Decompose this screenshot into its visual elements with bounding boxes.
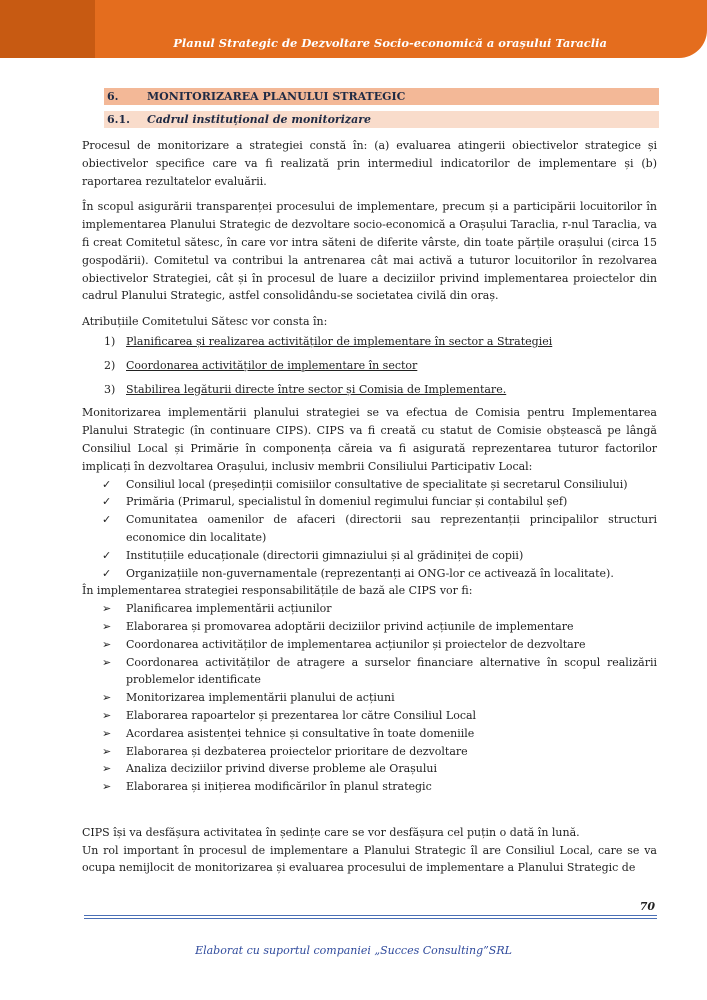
spacer (82, 796, 657, 824)
check-icon: ✓ (102, 566, 112, 580)
list-item: 1) Planificarea și realizarea activităților de implementare în sector a Strategiei (104, 334, 553, 348)
numbered-list (104, 333, 657, 398)
arrow-icon: ➢ (102, 726, 112, 740)
page-number: 70 (639, 900, 655, 913)
list-item: ➢ Elaborarea și dezbaterea proiectelor prioritare de dezvoltare (102, 743, 657, 761)
list-item: ➢ Elaborarea și inițierea modificărilor în planul strategic (102, 778, 657, 796)
footer-divider (84, 915, 657, 919)
list-item: ➢ Planificarea implementării acțiunilor (102, 600, 657, 618)
paragraph-4: Monitorizarea implementării planului strategiei se va efectua de Comisia pentru Implementarea Planului Strategic (în continuare CIPS). CIPS va fi creată cu statut de Comisie obștească pe lângă Consiliul Local și Primărie în componența căreia va fi asigurată reprezentarea tuturor factorilor implicați în dezvoltarea Orașului, inclusiv membrii Consiliului Participativ Local: (82, 406, 657, 473)
paragraph-3: Atribuțiile Comitetului Sătesc vor consta în: (82, 315, 328, 329)
arrow-icon: ➢ (102, 762, 112, 776)
list-item: ✓ Instituțiile educaționale (directorii gimnaziului și al grădiniței de copii) (102, 547, 657, 565)
list-item: ➢ Elaborarea și promovarea adoptării deciziilor privind acțiunile de implementare (102, 618, 657, 636)
list-item: ➢ Analiza deciziilor privind diverse probleme ale Orașului (102, 760, 657, 778)
arrow-list (102, 600, 657, 796)
section-number: 6. (107, 90, 119, 103)
arrow-icon: ➢ (102, 619, 112, 633)
check-icon: ✓ (102, 513, 112, 527)
paragraph-2: În scopul asigurării transparenței procesului de implementare, precum și a participării locuitorilor în implementarea Planului Strategic de dezvoltare socio-economică a Orașului Taraclia, r-nul Taraclia, va fi creat Comitetul sătesc, în care vor intra săteni de diferite vârste, din toate părțile orașului (circa 15 gospodării). Comitetul va contribui la antrenarea cât mai activă a tuturor locuitorilor în rezolvarea obiectivelor Strategiei, cât și în procesul de luare a deciziilor privind implementarea proiectelor din cadrul Planului Strategic, astfel consolidându-se societatea civilă din oraș. (82, 200, 657, 303)
section-title: MONITORIZAREA PLANULUI STRATEGIC (147, 90, 406, 103)
check-icon: ✓ (102, 548, 112, 562)
header-title: Planul Strategic de Dezvoltare Socio-economică a orașului Taraclia (173, 36, 607, 50)
list-item: ✓ Comunitatea oamenilor de afaceri (directorii sau reprezentanții principalilor structuri economice din localitate) (102, 513, 657, 544)
arrow-icon: ➢ (102, 691, 112, 705)
page-body (82, 137, 657, 877)
arrow-icon: ➢ (102, 637, 112, 651)
arrow-icon: ➢ (102, 744, 112, 758)
arrow-icon: ➢ (102, 780, 112, 794)
section-heading (104, 88, 659, 105)
arrow-icon: ➢ (102, 602, 112, 616)
check-icon: ✓ (102, 477, 112, 491)
arrow-icon: ➢ (102, 708, 112, 722)
list-item: ✓ Consiliul local (președinții comisiilor consultative de specialitate și secretarul Consiliului) (102, 476, 657, 494)
list-item: ✓ Organizațiile non-guvernamentale (reprezentanți ai ONG-lor ce activează în localitate). (102, 565, 657, 583)
subsection-heading (104, 111, 659, 128)
subsection-number: 6.1. (107, 113, 130, 126)
check-list (102, 476, 657, 583)
list-item: ➢ Monitorizarea implementării planului de acțiuni (102, 689, 657, 707)
list-item: ✓ Primăria (Primarul, specialistul în domeniul regimului funciar și contabilul șef) (102, 493, 657, 511)
paragraph-5: În implementarea strategiei responsabilitățile de bază ale CIPS vor fi: (82, 584, 473, 598)
check-icon: ✓ (102, 495, 112, 509)
paragraph-1: Procesul de monitorizare a strategiei constă în: (a) evaluarea atingerii obiectivelor strategice și obiectivelor specifice care va fi realizată prin intermediul indicatorilor de implementare și (b) raportarea rezultatelor evaluării. (82, 139, 657, 188)
list-item: ➢ Coordonarea activităților de implementarea acțiunilor și proiectelor de dezvoltare (102, 636, 657, 654)
list-item: ➢ Acordarea asistenței tehnice și consultative în toate domeniile (102, 725, 657, 743)
subsection-title: Cadrul instituțional de monitorizare (147, 113, 372, 126)
list-item: 3) Stabilirea legăturii directe între sector și Comisia de Implementare. (104, 382, 507, 396)
list-item: ➢ Coordonarea activităților de atragere a surselor financiare alternative în scopul realizării problemelor identificate (102, 655, 657, 687)
list-item: ➢ Elaborarea rapoartelor și prezentarea lor către Consiliul Local (102, 707, 657, 725)
paragraph-7: Un rol important în procesul de implementare a Planului Strategic îl are Consiliul Local, care se va ocupa nemijlocit de monitorizarea și evaluarea procesului de implementare a Planului Strategic de (82, 843, 657, 875)
paragraph-6: CIPS își va desfășura activitatea în ședințe care se vor desfășura cel puțin o dată în lună. (82, 825, 580, 839)
footer-text: Elaborat cu suportul companiei „Succes Consulting”SRL (195, 944, 512, 957)
list-item: 2) Coordonarea activităților de implementare în sector (104, 358, 418, 372)
arrow-icon: ➢ (102, 655, 112, 669)
